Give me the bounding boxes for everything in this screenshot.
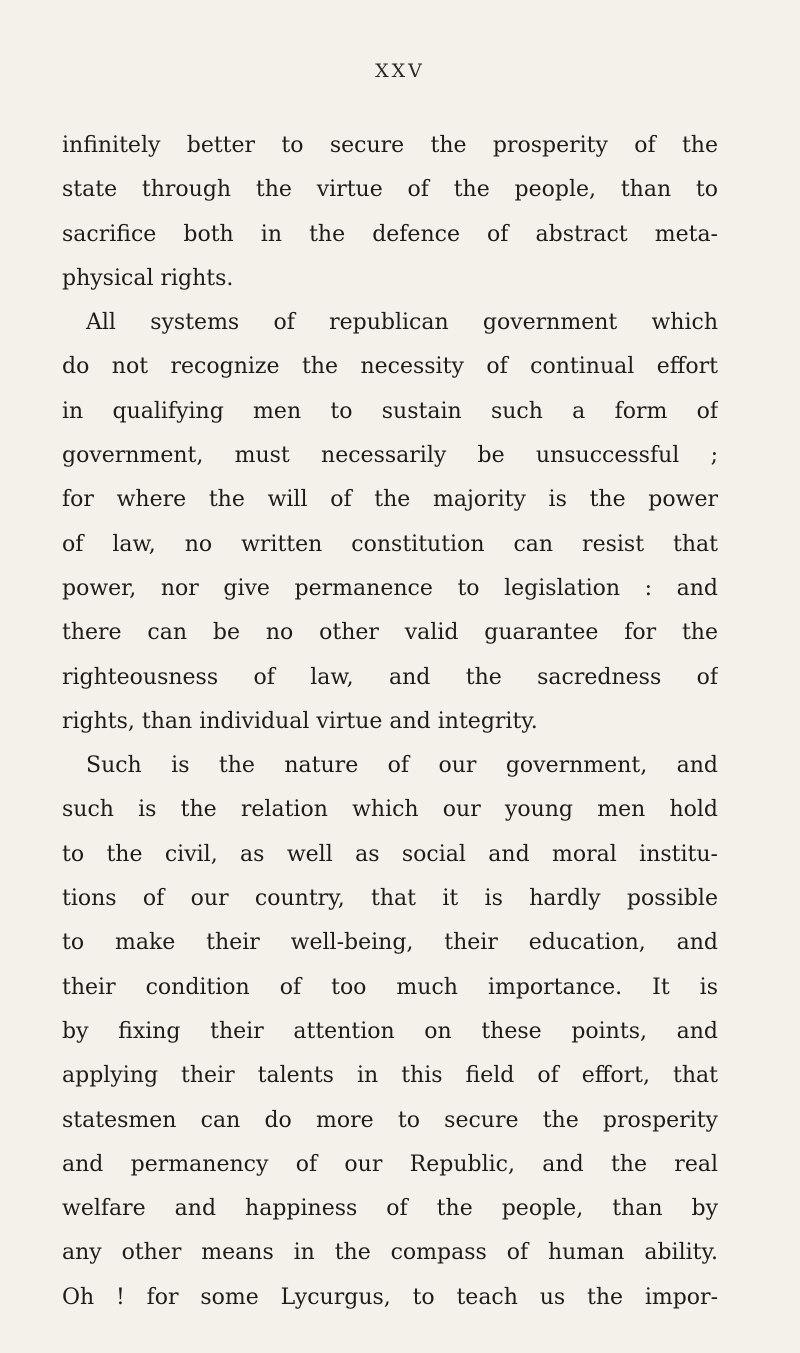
text-line: power, nor give permanence to legislation : and — [62, 575, 718, 601]
text-line: such is the relation which our young men hold — [62, 797, 718, 823]
text-line: physical rights. — [62, 265, 234, 291]
text-line: by fixing their attention on these points, and — [62, 1018, 718, 1044]
text-line: infinitely better to secure the prosperity of the — [62, 133, 718, 158]
text-line: state through the virtue of the people, than to — [62, 177, 718, 203]
text-line: government, must necessarily be unsuccessful ; — [62, 443, 718, 469]
body-text — [62, 124, 718, 1320]
text-line: tions of our country, that it is hardly possible — [62, 886, 718, 912]
text-line: sacrifice both in the defence of abstract meta- — [62, 221, 718, 247]
text-line: righteousness of law, and the sacredness of — [62, 664, 718, 690]
text-line: in qualifying men to sustain such a form of — [62, 398, 718, 424]
text-line: Oh ! for some Lycurgus, to teach us the impor- — [62, 1284, 718, 1310]
text-line: applying their talents in this field of effort, that — [62, 1063, 718, 1089]
text-line: of law, no written constitution can resist that — [62, 531, 718, 557]
text-line: their condition of too much importance. It is — [62, 974, 718, 1000]
text-line: statesmen can do more to secure the prosperity — [62, 1107, 718, 1133]
text-line: to the civil, as well as social and moral institu- — [62, 841, 718, 867]
text-line: to make their well-being, their education, and — [62, 930, 718, 956]
text-line: any other means in the compass of human ability. — [62, 1240, 718, 1266]
text-line: and permanency of our Republic, and the real — [62, 1151, 718, 1177]
text-line: All systems of republican government which — [86, 310, 718, 336]
text-line: Such is the nature of our government, and — [86, 753, 718, 779]
text-line: rights, than individual virtue and integrity. — [62, 708, 538, 734]
text-line: there can be no other valid guarantee for the — [62, 620, 718, 646]
text-line: welfare and happiness of the people, than by — [62, 1196, 718, 1222]
page-number: XXV — [375, 60, 425, 82]
text-line: for where the will of the majority is the power — [62, 487, 718, 513]
text-line: do not recognize the necessity of continual effort — [62, 354, 718, 380]
